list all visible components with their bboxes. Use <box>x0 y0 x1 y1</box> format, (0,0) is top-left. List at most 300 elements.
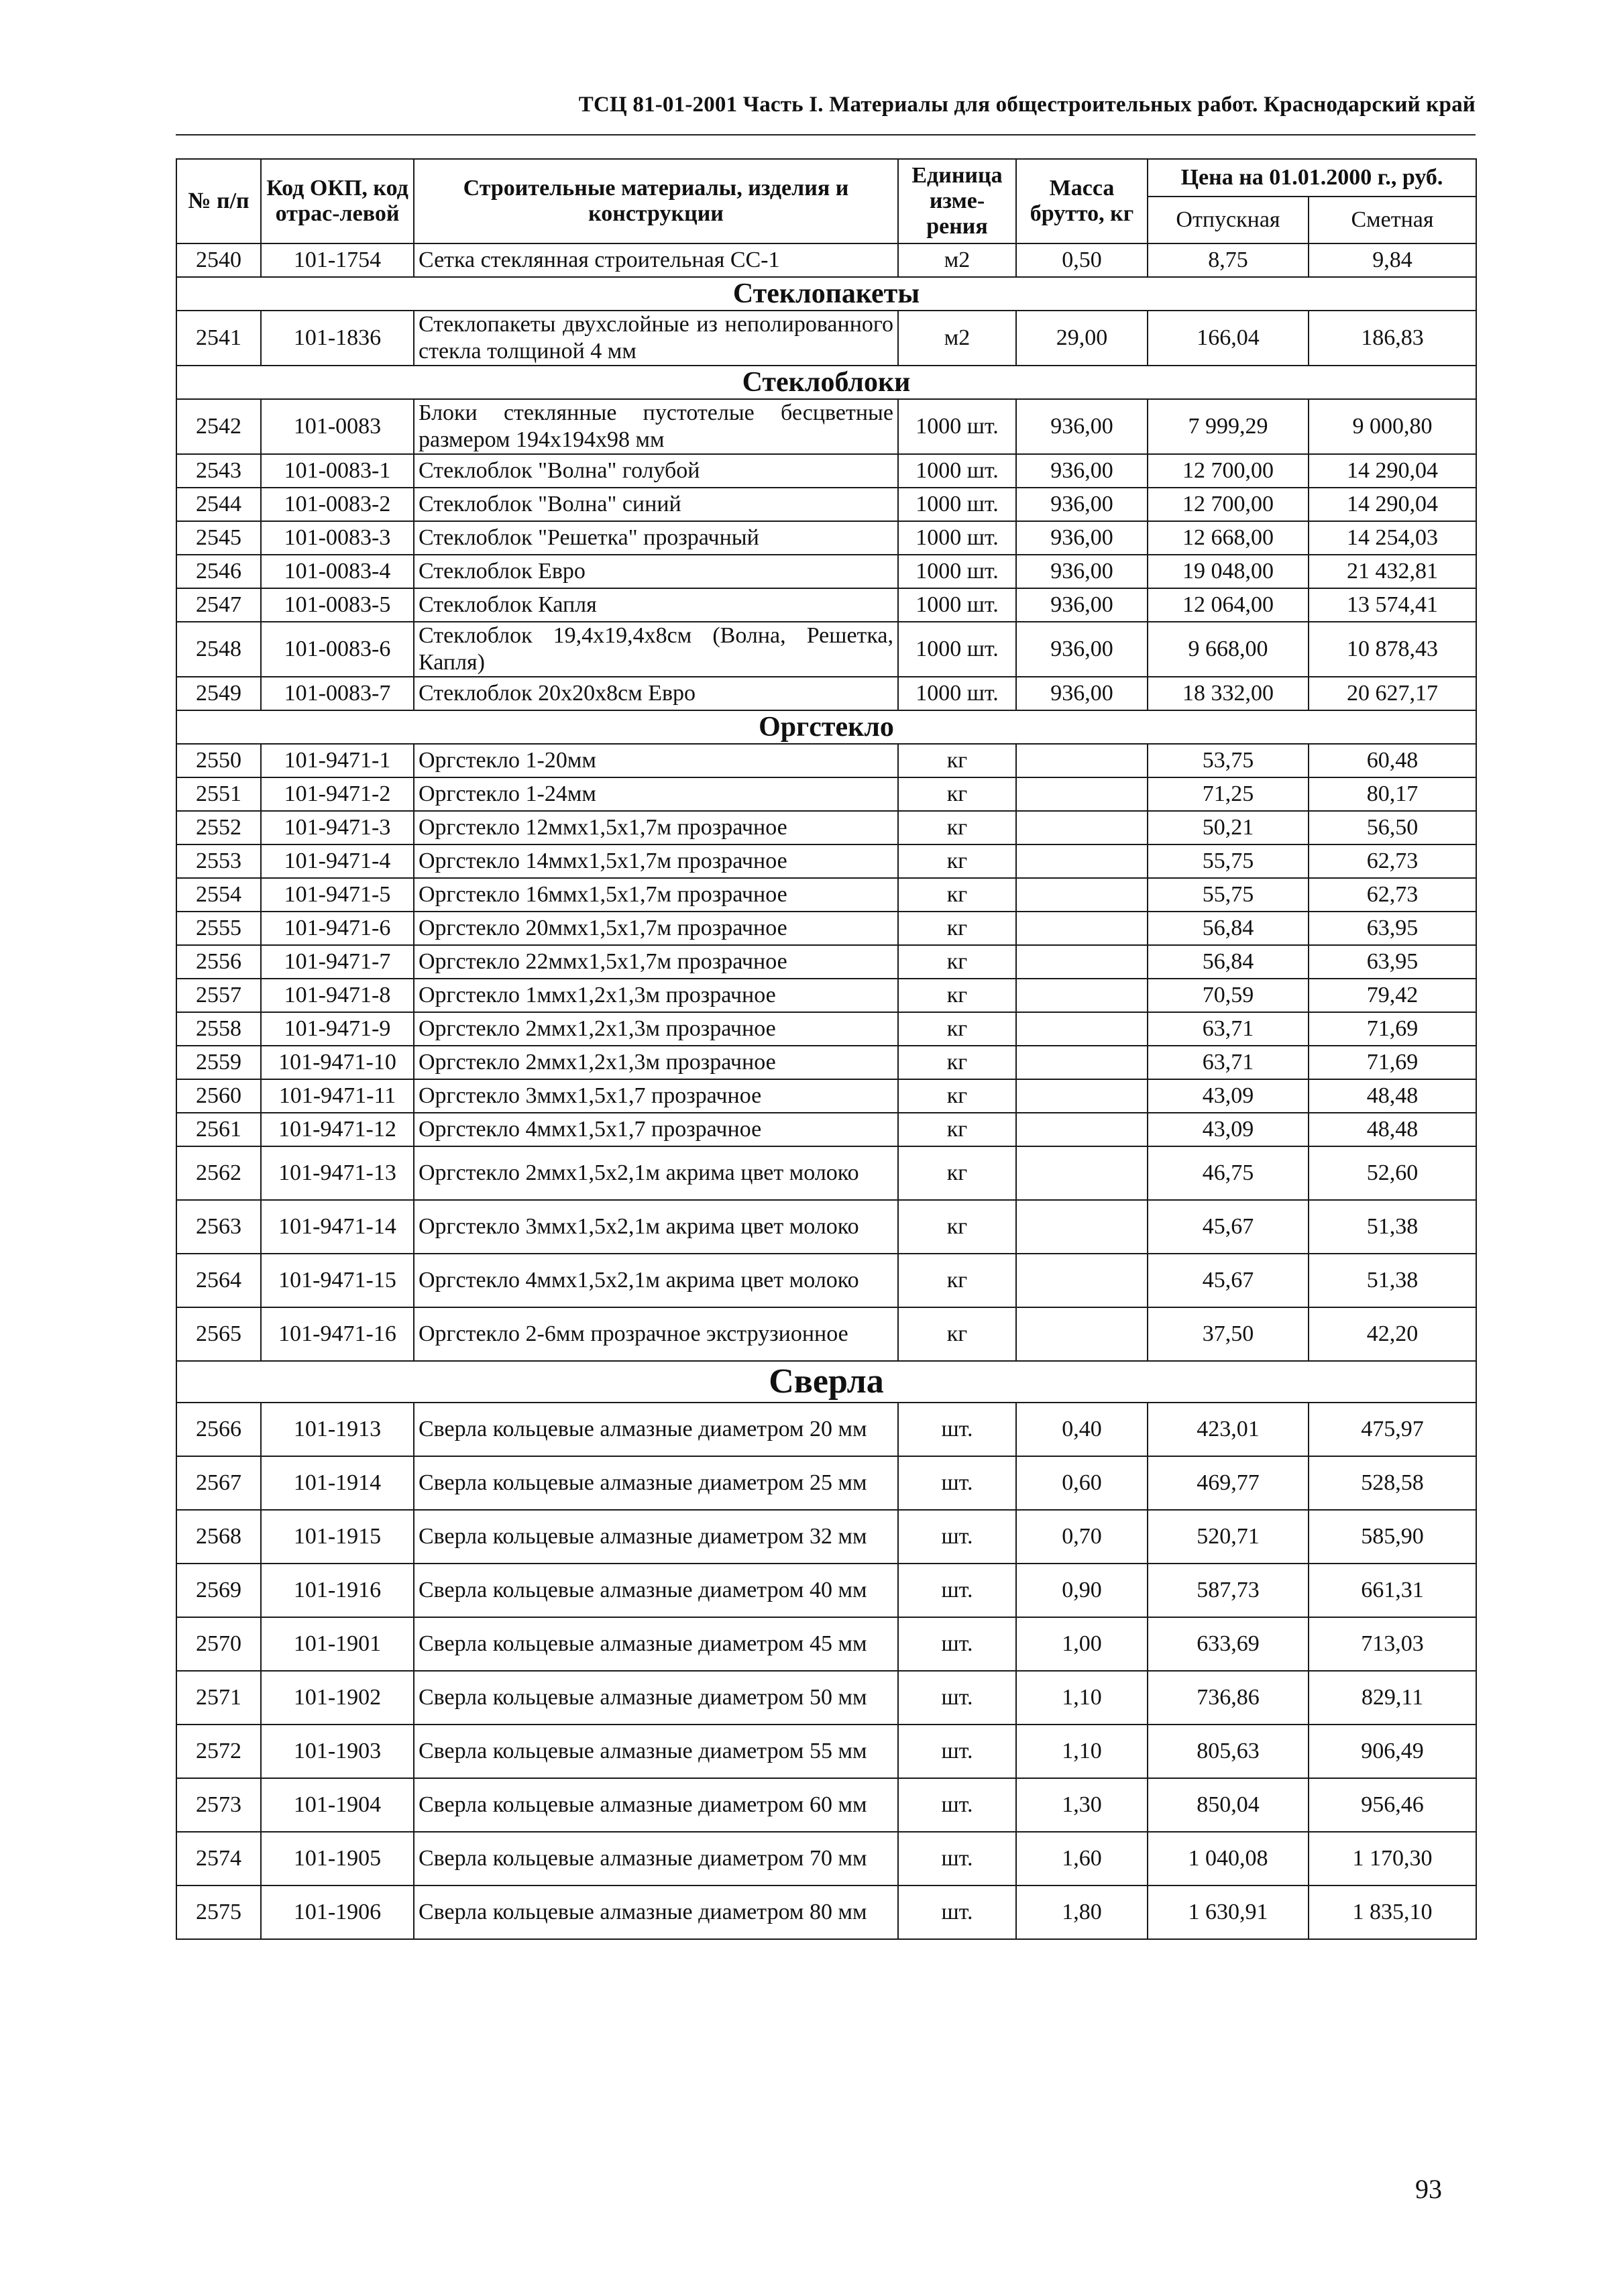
cell-mass <box>1016 1200 1148 1254</box>
cell-code: 101-0083 <box>261 399 414 454</box>
cell-price-estimate: 1 835,10 <box>1309 1885 1476 1939</box>
cell-mass: 936,00 <box>1016 488 1148 521</box>
cell-num: 2570 <box>176 1617 261 1671</box>
cell-mass: 936,00 <box>1016 677 1148 710</box>
cell-price-estimate: 585,90 <box>1309 1510 1476 1564</box>
cell-name: Сверла кольцевые алмазные диаметром 55 мм <box>414 1725 898 1778</box>
cell-price-release: 43,09 <box>1148 1113 1309 1146</box>
cell-mass: 1,30 <box>1016 1778 1148 1832</box>
cell-price-estimate: 60,48 <box>1309 744 1476 777</box>
section-title: Сверла <box>176 1361 1476 1403</box>
cell-code: 101-0083-3 <box>261 521 414 555</box>
cell-unit: кг <box>898 1146 1016 1200</box>
cell-mass: 0,40 <box>1016 1403 1148 1456</box>
cell-name: Оргстекло 12ммх1,5х1,7м прозрачное <box>414 811 898 844</box>
cell-mass <box>1016 1307 1148 1361</box>
cell-num: 2562 <box>176 1146 261 1200</box>
page-number: 93 <box>1415 2174 1442 2204</box>
cell-unit: кг <box>898 1307 1016 1361</box>
cell-code: 101-9471-11 <box>261 1079 414 1113</box>
cell-mass: 936,00 <box>1016 521 1148 555</box>
cell-price-estimate: 906,49 <box>1309 1725 1476 1778</box>
cell-num: 2553 <box>176 844 261 878</box>
cell-name: Оргстекло 20ммх1,5х1,7м прозрачное <box>414 912 898 945</box>
cell-num: 2545 <box>176 521 261 555</box>
cell-unit: шт. <box>898 1510 1016 1564</box>
cell-name: Оргстекло 2ммх1,2х1,3м прозрачное <box>414 1046 898 1079</box>
cell-price-estimate: 956,46 <box>1309 1778 1476 1832</box>
header-unit: Единица изме-рения <box>898 159 1016 243</box>
cell-name: Сверла кольцевые алмазные диаметром 60 мм <box>414 1778 898 1832</box>
table-row <box>176 1046 1476 1079</box>
cell-code: 101-1916 <box>261 1564 414 1617</box>
cell-num: 2554 <box>176 878 261 912</box>
cell-price-release: 633,69 <box>1148 1617 1309 1671</box>
table-row <box>176 1254 1476 1307</box>
cell-name: Стеклоблок "Волна" синий <box>414 488 898 521</box>
cell-num: 2561 <box>176 1113 261 1146</box>
cell-price-release: 55,75 <box>1148 844 1309 878</box>
cell-price-estimate: 56,50 <box>1309 811 1476 844</box>
cell-unit: шт. <box>898 1671 1016 1725</box>
cell-price-estimate: 63,95 <box>1309 945 1476 979</box>
cell-mass <box>1016 1079 1148 1113</box>
cell-name: Сетка стеклянная строительная СС-1 <box>414 243 898 277</box>
section-title: Стеклоблоки <box>176 366 1476 399</box>
cell-price-release: 166,04 <box>1148 311 1309 366</box>
section-title: Оргстекло <box>176 710 1476 744</box>
cell-code: 101-1903 <box>261 1725 414 1778</box>
cell-price-estimate: 71,69 <box>1309 1012 1476 1046</box>
cell-code: 101-9471-8 <box>261 979 414 1012</box>
cell-price-estimate: 63,95 <box>1309 912 1476 945</box>
cell-name: Оргстекло 1ммх1,2х1,3м прозрачное <box>414 979 898 1012</box>
cell-mass: 936,00 <box>1016 588 1148 622</box>
cell-mass <box>1016 744 1148 777</box>
cell-name: Оргстекло 22ммх1,5х1,7м прозрачное <box>414 945 898 979</box>
cell-num: 2556 <box>176 945 261 979</box>
cell-price-estimate: 186,83 <box>1309 311 1476 366</box>
cell-mass <box>1016 979 1148 1012</box>
cell-price-estimate: 9 000,80 <box>1309 399 1476 454</box>
cell-code: 101-9471-2 <box>261 777 414 811</box>
cell-num: 2540 <box>176 243 261 277</box>
cell-unit: 1000 шт. <box>898 588 1016 622</box>
cell-unit: кг <box>898 1200 1016 1254</box>
cell-unit: кг <box>898 811 1016 844</box>
cell-mass <box>1016 1146 1148 1200</box>
cell-mass <box>1016 811 1148 844</box>
cell-unit: шт. <box>898 1778 1016 1832</box>
header-code: Код ОКП, код отрас-левой <box>261 159 414 243</box>
cell-code: 101-1901 <box>261 1617 414 1671</box>
cell-num: 2544 <box>176 488 261 521</box>
cell-price-estimate: 1 170,30 <box>1309 1832 1476 1885</box>
cell-price-estimate: 528,58 <box>1309 1456 1476 1510</box>
cell-num: 2559 <box>176 1046 261 1079</box>
cell-num: 2575 <box>176 1885 261 1939</box>
cell-unit: 1000 шт. <box>898 521 1016 555</box>
table-row <box>176 979 1476 1012</box>
cell-unit: 1000 шт. <box>898 555 1016 588</box>
cell-unit: кг <box>898 1254 1016 1307</box>
cell-price-estimate: 9,84 <box>1309 243 1476 277</box>
table-row <box>176 844 1476 878</box>
cell-unit: кг <box>898 1012 1016 1046</box>
table-row <box>176 945 1476 979</box>
cell-mass: 1,10 <box>1016 1671 1148 1725</box>
header-num: № п/п <box>176 159 261 243</box>
cell-name: Сверла кольцевые алмазные диаметром 25 мм <box>414 1456 898 1510</box>
cell-unit: шт. <box>898 1564 1016 1617</box>
cell-price-estimate: 62,73 <box>1309 878 1476 912</box>
table-row <box>176 1146 1476 1200</box>
cell-price-estimate: 51,38 <box>1309 1254 1476 1307</box>
cell-code: 101-0083-4 <box>261 555 414 588</box>
cell-unit: м2 <box>898 243 1016 277</box>
cell-unit: кг <box>898 979 1016 1012</box>
cell-name: Сверла кольцевые алмазные диаметром 32 мм <box>414 1510 898 1564</box>
cell-code: 101-1836 <box>261 311 414 366</box>
price-table <box>176 158 1477 1940</box>
cell-code: 101-0083-1 <box>261 454 414 488</box>
table-row <box>176 1778 1476 1832</box>
cell-price-release: 63,71 <box>1148 1046 1309 1079</box>
table-row <box>176 521 1476 555</box>
cell-code: 101-9471-15 <box>261 1254 414 1307</box>
cell-code: 101-1914 <box>261 1456 414 1510</box>
cell-num: 2549 <box>176 677 261 710</box>
table-row <box>176 311 1476 366</box>
cell-mass <box>1016 777 1148 811</box>
cell-unit: шт. <box>898 1725 1016 1778</box>
cell-name: Стеклопакеты двухслойные из неполированного стекла толщиной 4 мм <box>414 311 898 366</box>
table-row <box>176 1200 1476 1254</box>
table-row <box>176 677 1476 710</box>
cell-num: 2567 <box>176 1456 261 1510</box>
cell-price-release: 71,25 <box>1148 777 1309 811</box>
cell-num: 2543 <box>176 454 261 488</box>
cell-price-estimate: 52,60 <box>1309 1146 1476 1200</box>
cell-mass <box>1016 1046 1148 1079</box>
table-row <box>176 1113 1476 1146</box>
table-row <box>176 1832 1476 1885</box>
cell-mass <box>1016 844 1148 878</box>
table-row <box>176 811 1476 844</box>
cell-price-release: 850,04 <box>1148 1778 1309 1832</box>
cell-mass: 0,90 <box>1016 1564 1148 1617</box>
cell-code: 101-9471-5 <box>261 878 414 912</box>
cell-code: 101-9471-12 <box>261 1113 414 1146</box>
cell-name: Оргстекло 16ммх1,5х1,7м прозрачное <box>414 878 898 912</box>
table-row <box>176 878 1476 912</box>
cell-price-estimate: 48,48 <box>1309 1079 1476 1113</box>
cell-price-release: 18 332,00 <box>1148 677 1309 710</box>
cell-code: 101-1906 <box>261 1885 414 1939</box>
table-row <box>176 588 1476 622</box>
cell-unit: 1000 шт. <box>898 677 1016 710</box>
cell-name: Стеклоблок 19,4x19,4x8см (Волна, Решетка, Капля) <box>414 622 898 677</box>
cell-mass <box>1016 945 1148 979</box>
cell-num: 2541 <box>176 311 261 366</box>
cell-unit: шт. <box>898 1885 1016 1939</box>
section-header-row <box>176 366 1476 399</box>
cell-mass: 0,60 <box>1016 1456 1148 1510</box>
cell-price-release: 12 700,00 <box>1148 454 1309 488</box>
cell-num: 2565 <box>176 1307 261 1361</box>
cell-price-release: 8,75 <box>1148 243 1309 277</box>
cell-price-estimate: 62,73 <box>1309 844 1476 878</box>
cell-code: 101-1902 <box>261 1671 414 1725</box>
cell-code: 101-0083-2 <box>261 488 414 521</box>
cell-num: 2550 <box>176 744 261 777</box>
cell-name: Оргстекло 1-24мм <box>414 777 898 811</box>
cell-price-release: 12 064,00 <box>1148 588 1309 622</box>
cell-name: Оргстекло 4ммх1,5х2,1м акрима цвет молоко <box>414 1254 898 1307</box>
cell-price-release: 43,09 <box>1148 1079 1309 1113</box>
header-name: Строительные материалы, изделия и конструкции <box>414 159 898 243</box>
cell-unit: кг <box>898 945 1016 979</box>
table-row <box>176 1885 1476 1939</box>
cell-mass: 936,00 <box>1016 622 1148 677</box>
cell-num: 2566 <box>176 1403 261 1456</box>
cell-price-release: 12 700,00 <box>1148 488 1309 521</box>
section-title: Стеклопакеты <box>176 277 1476 311</box>
cell-unit: шт. <box>898 1456 1016 1510</box>
cell-price-release: 12 668,00 <box>1148 521 1309 555</box>
cell-code: 101-0083-5 <box>261 588 414 622</box>
cell-code: 101-1904 <box>261 1778 414 1832</box>
cell-mass: 936,00 <box>1016 555 1148 588</box>
table-row <box>176 744 1476 777</box>
cell-num: 2547 <box>176 588 261 622</box>
cell-price-release: 56,84 <box>1148 945 1309 979</box>
cell-code: 101-9471-7 <box>261 945 414 979</box>
section-header-row <box>176 277 1476 311</box>
cell-num: 2573 <box>176 1778 261 1832</box>
cell-price-estimate: 14 290,04 <box>1309 488 1476 521</box>
table-row <box>176 399 1476 454</box>
cell-price-release: 805,63 <box>1148 1725 1309 1778</box>
table-row <box>176 1456 1476 1510</box>
cell-unit: кг <box>898 744 1016 777</box>
cell-num: 2574 <box>176 1832 261 1885</box>
section-header-row <box>176 710 1476 744</box>
cell-price-release: 9 668,00 <box>1148 622 1309 677</box>
cell-mass: 936,00 <box>1016 454 1148 488</box>
cell-name: Сверла кольцевые алмазные диаметром 45 мм <box>414 1617 898 1671</box>
cell-unit: кг <box>898 777 1016 811</box>
cell-code: 101-9471-1 <box>261 744 414 777</box>
cell-mass <box>1016 878 1148 912</box>
cell-name: Сверла кольцевые алмазные диаметром 20 мм <box>414 1403 898 1456</box>
cell-code: 101-1915 <box>261 1510 414 1564</box>
cell-unit: м2 <box>898 311 1016 366</box>
cell-code: 101-1913 <box>261 1403 414 1456</box>
cell-price-release: 19 048,00 <box>1148 555 1309 588</box>
cell-unit: кг <box>898 1079 1016 1113</box>
cell-mass: 29,00 <box>1016 311 1148 366</box>
cell-num: 2548 <box>176 622 261 677</box>
cell-unit: кг <box>898 878 1016 912</box>
cell-mass: 0,50 <box>1016 243 1148 277</box>
table-row <box>176 1617 1476 1671</box>
cell-mass <box>1016 912 1148 945</box>
cell-num: 2568 <box>176 1510 261 1564</box>
cell-price-release: 423,01 <box>1148 1403 1309 1456</box>
cell-num: 2569 <box>176 1564 261 1617</box>
cell-price-estimate: 48,48 <box>1309 1113 1476 1146</box>
cell-code: 101-0083-7 <box>261 677 414 710</box>
cell-mass: 1,60 <box>1016 1832 1148 1885</box>
cell-name: Сверла кольцевые алмазные диаметром 50 мм <box>414 1671 898 1725</box>
header-rule <box>176 134 1476 135</box>
cell-unit: кг <box>898 1046 1016 1079</box>
cell-price-estimate: 475,97 <box>1309 1403 1476 1456</box>
cell-unit: 1000 шт. <box>898 454 1016 488</box>
section-header-row <box>176 1361 1476 1403</box>
table-row <box>176 1403 1476 1456</box>
cell-name: Стеклоблок Капля <box>414 588 898 622</box>
cell-code: 101-0083-6 <box>261 622 414 677</box>
cell-name: Стеклоблок "Волна" голубой <box>414 454 898 488</box>
cell-price-estimate: 14 290,04 <box>1309 454 1476 488</box>
cell-price-release: 55,75 <box>1148 878 1309 912</box>
cell-mass: 936,00 <box>1016 399 1148 454</box>
cell-name: Оргстекло 2ммх1,2х1,3м прозрачное <box>414 1012 898 1046</box>
cell-price-release: 520,71 <box>1148 1510 1309 1564</box>
cell-unit: 1000 шт. <box>898 399 1016 454</box>
cell-name: Оргстекло 3ммх1,5х2,1м акрима цвет молоко <box>414 1200 898 1254</box>
cell-name: Стеклоблок "Решетка" прозрачный <box>414 521 898 555</box>
cell-price-estimate: 42,20 <box>1309 1307 1476 1361</box>
table-row <box>176 1012 1476 1046</box>
cell-num: 2546 <box>176 555 261 588</box>
cell-mass <box>1016 1012 1148 1046</box>
cell-mass <box>1016 1113 1148 1146</box>
table-row <box>176 454 1476 488</box>
cell-price-estimate: 713,03 <box>1309 1617 1476 1671</box>
cell-price-estimate: 80,17 <box>1309 777 1476 811</box>
cell-mass: 1,00 <box>1016 1617 1148 1671</box>
cell-price-release: 469,77 <box>1148 1456 1309 1510</box>
cell-price-estimate: 13 574,41 <box>1309 588 1476 622</box>
table-row <box>176 1671 1476 1725</box>
table-row <box>176 243 1476 277</box>
cell-price-release: 1 040,08 <box>1148 1832 1309 1885</box>
cell-name: Стеклоблок Евро <box>414 555 898 588</box>
table-header <box>176 159 1476 243</box>
cell-price-release: 70,59 <box>1148 979 1309 1012</box>
cell-name: Оргстекло 2-6мм прозрачное экструзионное <box>414 1307 898 1361</box>
cell-price-release: 587,73 <box>1148 1564 1309 1617</box>
cell-price-release: 63,71 <box>1148 1012 1309 1046</box>
cell-code: 101-9471-13 <box>261 1146 414 1200</box>
cell-price-estimate: 79,42 <box>1309 979 1476 1012</box>
cell-code: 101-9471-10 <box>261 1046 414 1079</box>
cell-code: 101-1905 <box>261 1832 414 1885</box>
cell-num: 2563 <box>176 1200 261 1254</box>
cell-num: 2542 <box>176 399 261 454</box>
cell-code: 101-9471-16 <box>261 1307 414 1361</box>
cell-code: 101-9471-14 <box>261 1200 414 1254</box>
table-row <box>176 1564 1476 1617</box>
cell-unit: 1000 шт. <box>898 488 1016 521</box>
cell-unit: кг <box>898 844 1016 878</box>
cell-price-release: 1 630,91 <box>1148 1885 1309 1939</box>
cell-num: 2571 <box>176 1671 261 1725</box>
cell-mass: 0,70 <box>1016 1510 1148 1564</box>
cell-price-release: 46,75 <box>1148 1146 1309 1200</box>
cell-name: Сверла кольцевые алмазные диаметром 70 мм <box>414 1832 898 1885</box>
table-row <box>176 622 1476 677</box>
cell-num: 2572 <box>176 1725 261 1778</box>
cell-price-release: 37,50 <box>1148 1307 1309 1361</box>
table-row <box>176 777 1476 811</box>
cell-num: 2557 <box>176 979 261 1012</box>
cell-price-estimate: 14 254,03 <box>1309 521 1476 555</box>
table-row <box>176 1725 1476 1778</box>
cell-code: 101-1754 <box>261 243 414 277</box>
cell-unit: 1000 шт. <box>898 622 1016 677</box>
cell-num: 2551 <box>176 777 261 811</box>
cell-name: Стеклоблок 20x20x8см Евро <box>414 677 898 710</box>
header-price-estimate: Сметная <box>1309 197 1476 243</box>
cell-num: 2560 <box>176 1079 261 1113</box>
cell-mass <box>1016 1254 1148 1307</box>
cell-price-release: 56,84 <box>1148 912 1309 945</box>
cell-code: 101-9471-4 <box>261 844 414 878</box>
cell-name: Сверла кольцевые алмазные диаметром 40 мм <box>414 1564 898 1617</box>
cell-price-release: 736,86 <box>1148 1671 1309 1725</box>
cell-price-estimate: 21 432,81 <box>1309 555 1476 588</box>
cell-price-estimate: 51,38 <box>1309 1200 1476 1254</box>
cell-name: Оргстекло 1-20мм <box>414 744 898 777</box>
table-row <box>176 1510 1476 1564</box>
cell-price-release: 45,67 <box>1148 1254 1309 1307</box>
cell-unit: кг <box>898 1113 1016 1146</box>
header-price-group: Цена на 01.01.2000 г., руб. <box>1148 159 1476 197</box>
cell-unit: кг <box>898 912 1016 945</box>
cell-name: Сверла кольцевые алмазные диаметром 80 мм <box>414 1885 898 1939</box>
cell-num: 2555 <box>176 912 261 945</box>
cell-name: Оргстекло 4ммх1,5х1,7 прозрачное <box>414 1113 898 1146</box>
cell-price-release: 53,75 <box>1148 744 1309 777</box>
header-price-release: Отпускная <box>1148 197 1309 243</box>
cell-name: Оргстекло 14ммх1,5х1,7м прозрачное <box>414 844 898 878</box>
cell-price-estimate: 71,69 <box>1309 1046 1476 1079</box>
table-row <box>176 1307 1476 1361</box>
cell-unit: шт. <box>898 1832 1016 1885</box>
cell-price-release: 50,21 <box>1148 811 1309 844</box>
cell-price-estimate: 661,31 <box>1309 1564 1476 1617</box>
cell-code: 101-9471-3 <box>261 811 414 844</box>
table-row <box>176 488 1476 521</box>
cell-name: Оргстекло 2ммх1,5х2,1м акрима цвет молоко <box>414 1146 898 1200</box>
cell-unit: шт. <box>898 1617 1016 1671</box>
cell-name: Оргстекло 3ммх1,5х1,7 прозрачное <box>414 1079 898 1113</box>
cell-num: 2552 <box>176 811 261 844</box>
table-row <box>176 912 1476 945</box>
cell-price-release: 7 999,29 <box>1148 399 1309 454</box>
cell-code: 101-9471-9 <box>261 1012 414 1046</box>
cell-name: Блоки стеклянные пустотелые бесцветные размером 194x194x98 мм <box>414 399 898 454</box>
cell-price-release: 45,67 <box>1148 1200 1309 1254</box>
cell-price-estimate: 829,11 <box>1309 1671 1476 1725</box>
cell-mass: 1,80 <box>1016 1885 1148 1939</box>
cell-code: 101-9471-6 <box>261 912 414 945</box>
cell-price-estimate: 10 878,43 <box>1309 622 1476 677</box>
